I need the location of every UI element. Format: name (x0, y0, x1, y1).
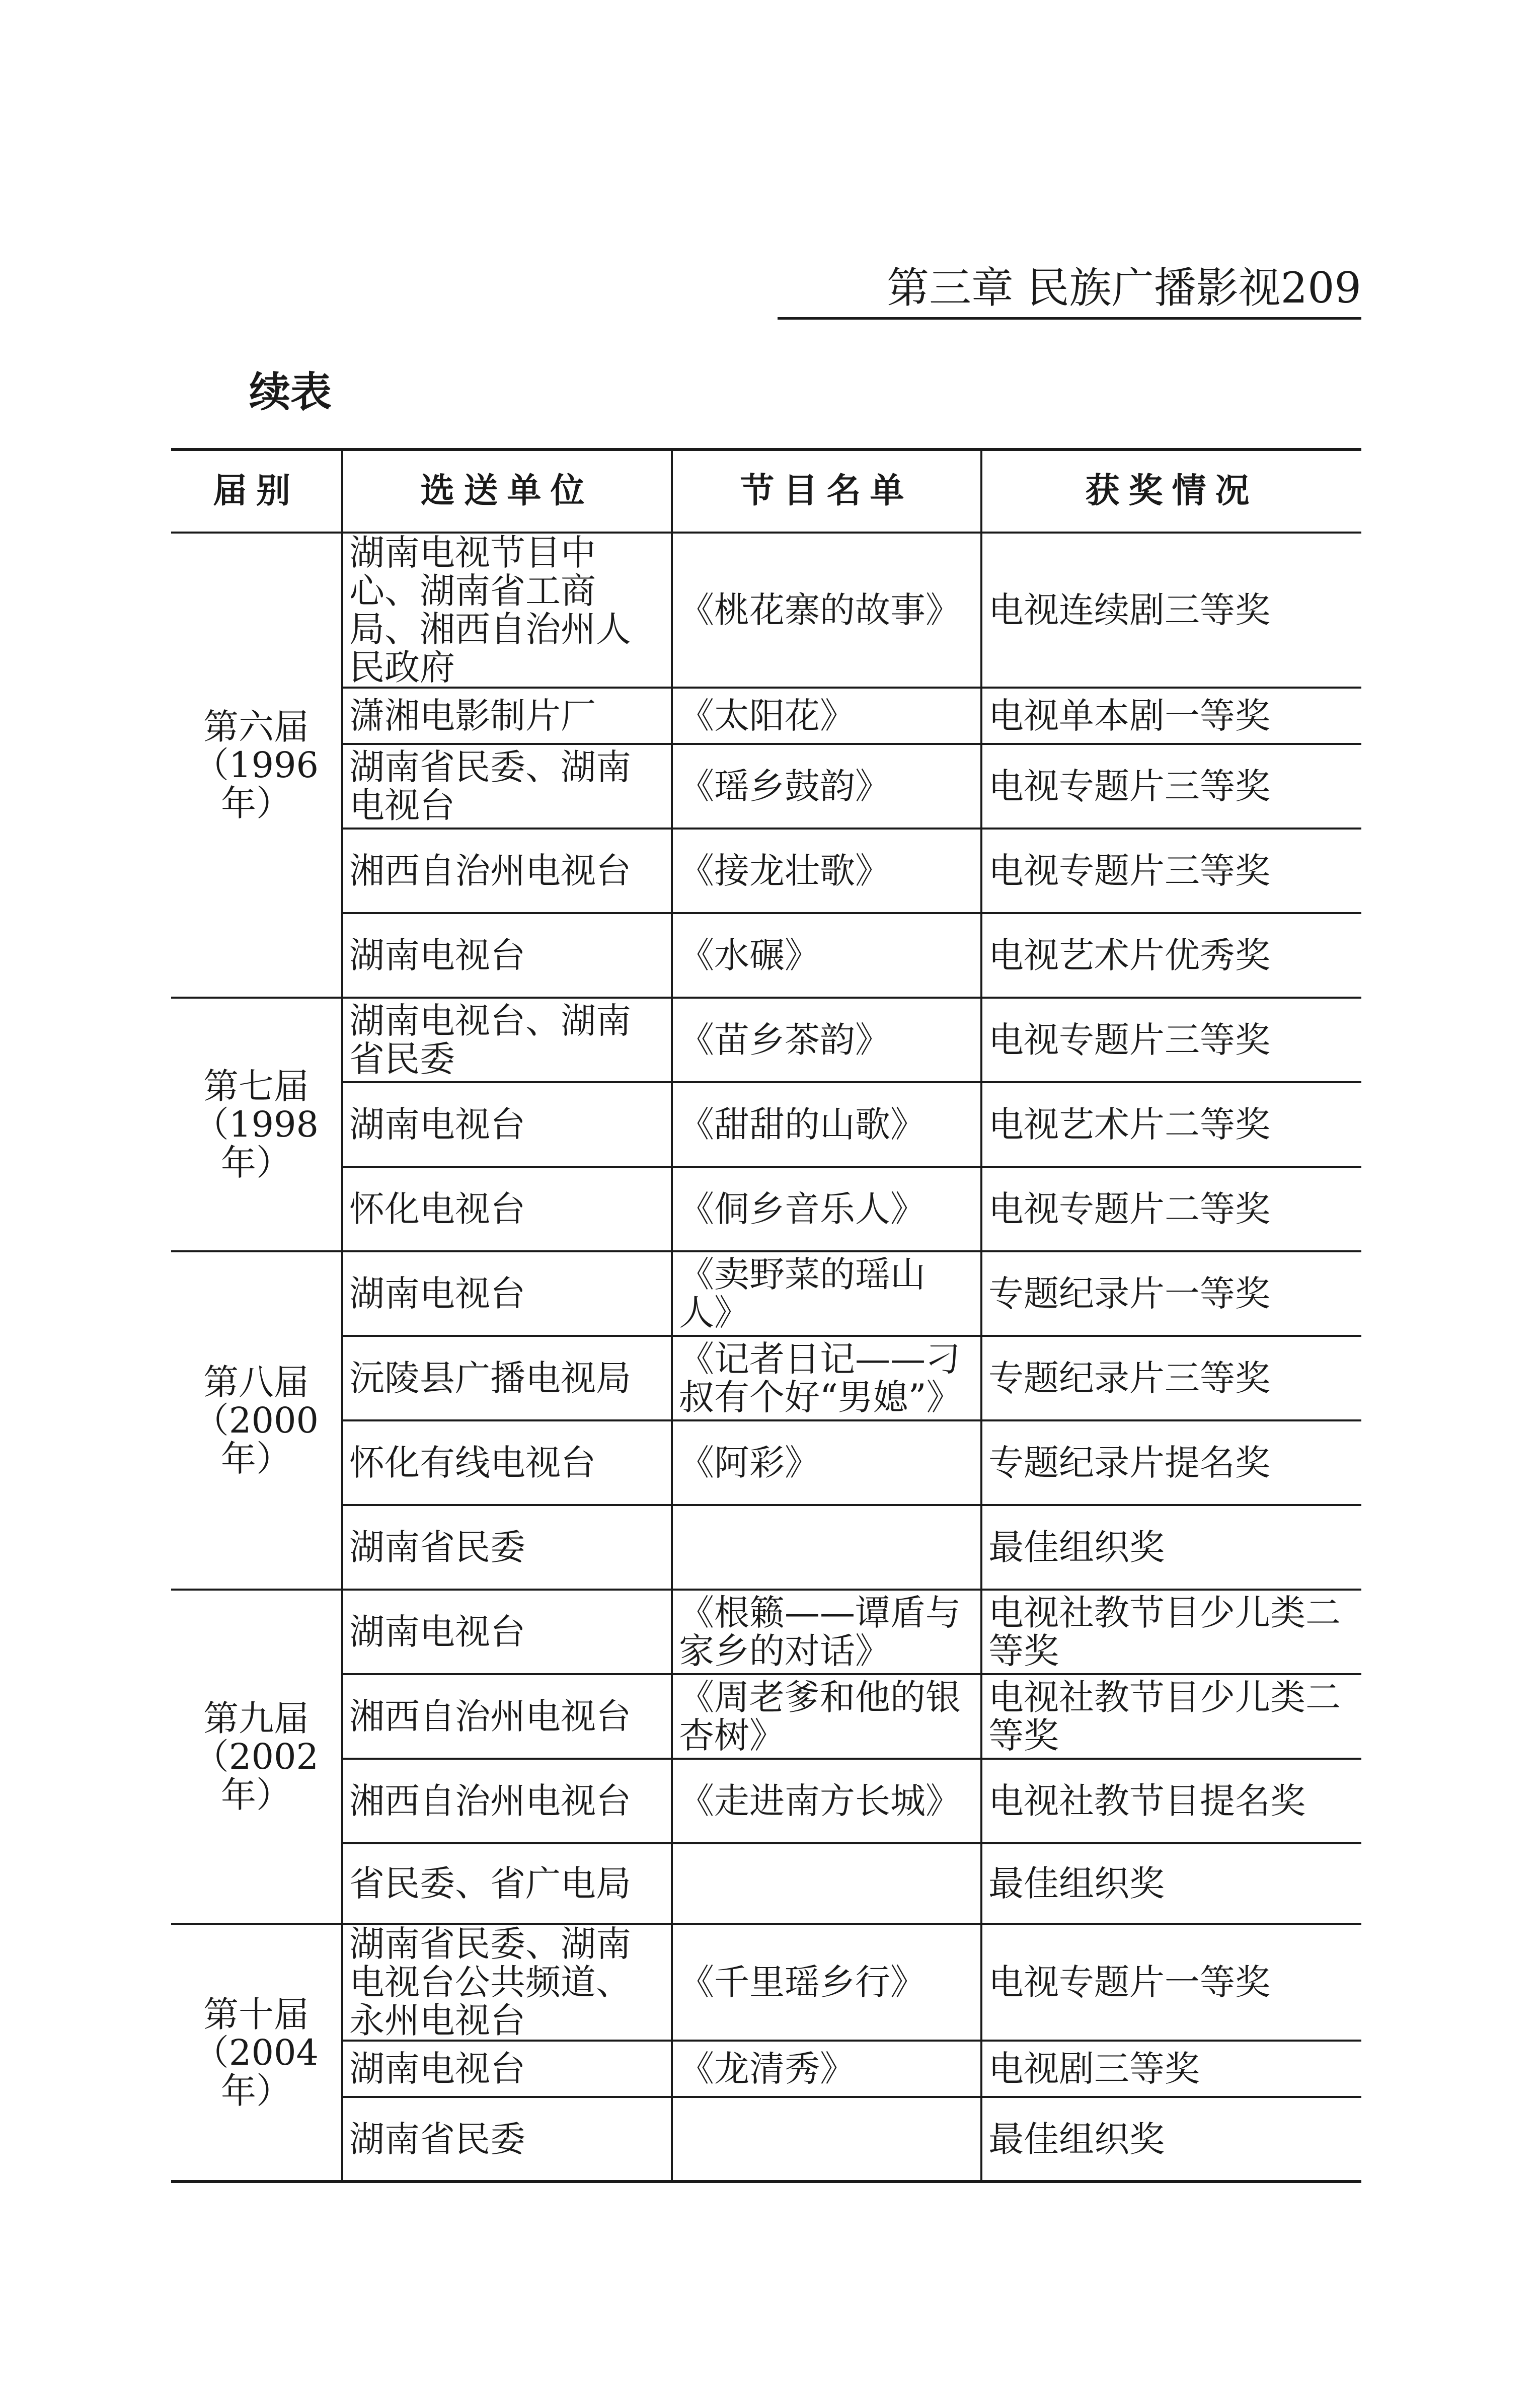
award-cell: 电视剧三等奖 (981, 2041, 1361, 2097)
program-cell: 《侗乡音乐人》 (672, 1167, 981, 1251)
table-row (171, 2097, 1361, 2182)
edition-cell (171, 998, 342, 1251)
unit-cell: 湖南电视台 (342, 1082, 672, 1167)
edition-label: 第七届 (203, 1066, 309, 1107)
table-row (171, 1759, 1361, 1843)
table-row (171, 1924, 1361, 2041)
table-row (171, 688, 1361, 744)
table-row (171, 829, 1361, 913)
program-cell (672, 1505, 981, 1590)
program-cell: 《阿彩》 (672, 1420, 981, 1505)
unit-cell: 湘西自治州电视台 (342, 1759, 672, 1843)
unit-cell: 沅陵县广播电视局 (342, 1336, 672, 1420)
program-cell: 《桃花寨的故事》 (672, 533, 981, 688)
edition-year: （2004 年） (193, 2032, 319, 2112)
column-header-edition: 届别 (171, 449, 342, 533)
table-header-row (171, 449, 1361, 533)
award-cell: 最佳组织奖 (981, 2097, 1361, 2182)
program-cell (672, 1843, 981, 1924)
award-cell: 电视专题片三等奖 (981, 829, 1361, 913)
table-caption: 续表 (249, 368, 332, 416)
unit-cell: 湖南电视台 (342, 1251, 672, 1336)
unit-cell: 湘西自治州电视台 (342, 829, 672, 913)
table-row (171, 1590, 1361, 1674)
table-row (171, 1167, 1361, 1251)
column-header-unit: 选送单位 (342, 449, 672, 533)
unit-cell: 湖南省民委、湖南电视台公共频道、永州电视台 (342, 1924, 672, 2041)
unit-cell: 湖南电视台 (342, 1590, 672, 1674)
award-table (171, 448, 1361, 2183)
edition-year: （1998 年） (193, 1104, 319, 1183)
unit-cell: 湘西自治州电视台 (342, 1674, 672, 1759)
program-cell: 《太阳花》 (672, 688, 981, 744)
edition-cell (171, 1251, 342, 1590)
award-cell: 专题纪录片三等奖 (981, 1336, 1361, 1420)
award-cell: 最佳组织奖 (981, 1843, 1361, 1924)
program-cell (672, 2097, 981, 2182)
edition-cell (171, 1924, 342, 2182)
program-cell: 《千里瑶乡行》 (672, 1924, 981, 2041)
award-cell: 电视专题片三等奖 (981, 744, 1361, 829)
edition-label: 第八届 (203, 1362, 309, 1403)
program-cell: 《瑶乡鼓韵》 (672, 744, 981, 829)
table-row (171, 998, 1361, 1082)
table-row (171, 1505, 1361, 1590)
table-row (171, 533, 1361, 688)
award-cell: 电视专题片三等奖 (981, 998, 1361, 1082)
unit-cell: 湖南省民委 (342, 1505, 672, 1590)
award-cell: 电视社教节目少儿类二等奖 (981, 1590, 1361, 1674)
table-row (171, 744, 1361, 829)
table-row (171, 1251, 1361, 1336)
chapter-title: 第三章 民族广播影视 (886, 263, 1281, 313)
unit-cell: 湖南电视台 (342, 2041, 672, 2097)
edition-label: 第六届 (203, 706, 309, 747)
unit-cell: 湖南电视台、湖南省民委 (342, 998, 672, 1082)
page-header (778, 262, 1361, 320)
award-cell: 电视社教节目少儿类二等奖 (981, 1674, 1361, 1759)
table-row (171, 2041, 1361, 2097)
award-cell: 电视专题片二等奖 (981, 1167, 1361, 1251)
table-row (171, 1336, 1361, 1420)
award-cell: 电视艺术片二等奖 (981, 1082, 1361, 1167)
award-cell: 电视单本剧一等奖 (981, 688, 1361, 744)
unit-cell: 湖南省民委、湖南电视台 (342, 744, 672, 829)
running-head (887, 263, 1361, 313)
award-cell: 电视专题片一等奖 (981, 1924, 1361, 2041)
table-row (171, 913, 1361, 998)
edition-cell (171, 1590, 342, 1924)
unit-cell: 湖南电视台 (342, 913, 672, 998)
table-row (171, 1674, 1361, 1759)
program-cell: 《走进南方长城》 (672, 1759, 981, 1843)
program-cell: 《接龙壮歌》 (672, 829, 981, 913)
column-header-program: 节目名单 (672, 449, 981, 533)
table-row (171, 1420, 1361, 1505)
unit-cell: 潇湘电影制片厂 (342, 688, 672, 744)
table-row (171, 1843, 1361, 1924)
unit-cell: 省民委、省广电局 (342, 1843, 672, 1924)
award-cell: 专题纪录片一等奖 (981, 1251, 1361, 1336)
award-cell: 专题纪录片提名奖 (981, 1420, 1361, 1505)
program-cell: 《苗乡茶韵》 (672, 998, 981, 1082)
unit-cell: 湖南省民委 (342, 2097, 672, 2182)
program-cell: 《根籁——谭盾与家乡的对话》 (672, 1590, 981, 1674)
edition-label: 第十届 (203, 1993, 309, 2035)
program-cell: 《龙清秀》 (672, 2041, 981, 2097)
program-cell: 《记者日记——刁叔有个好“男媳”》 (672, 1336, 981, 1420)
award-cell: 电视连续剧三等奖 (981, 533, 1361, 688)
edition-year: （2002 年） (193, 1736, 319, 1816)
award-cell: 最佳组织奖 (981, 1505, 1361, 1590)
unit-cell: 怀化电视台 (342, 1167, 672, 1251)
edition-cell (171, 533, 342, 998)
table-row (171, 1082, 1361, 1167)
program-cell: 《甜甜的山歌》 (672, 1082, 981, 1167)
award-cell: 电视社教节目提名奖 (981, 1759, 1361, 1843)
award-cell: 电视艺术片优秀奖 (981, 913, 1361, 998)
unit-cell: 湖南电视节目中心、湖南省工商局、湘西自治州人民政府 (342, 533, 672, 688)
edition-label: 第九届 (203, 1698, 309, 1739)
column-header-award: 获奖情况 (981, 449, 1361, 533)
edition-year: （1996 年） (193, 744, 319, 824)
page-number: 209 (1280, 263, 1361, 313)
edition-year: （2000 年） (193, 1400, 319, 1479)
program-cell: 《卖野菜的瑶山人》 (672, 1251, 981, 1336)
program-cell: 《周老爹和他的银杏树》 (672, 1674, 981, 1759)
program-cell: 《水碾》 (672, 913, 981, 998)
unit-cell: 怀化有线电视台 (342, 1420, 672, 1505)
